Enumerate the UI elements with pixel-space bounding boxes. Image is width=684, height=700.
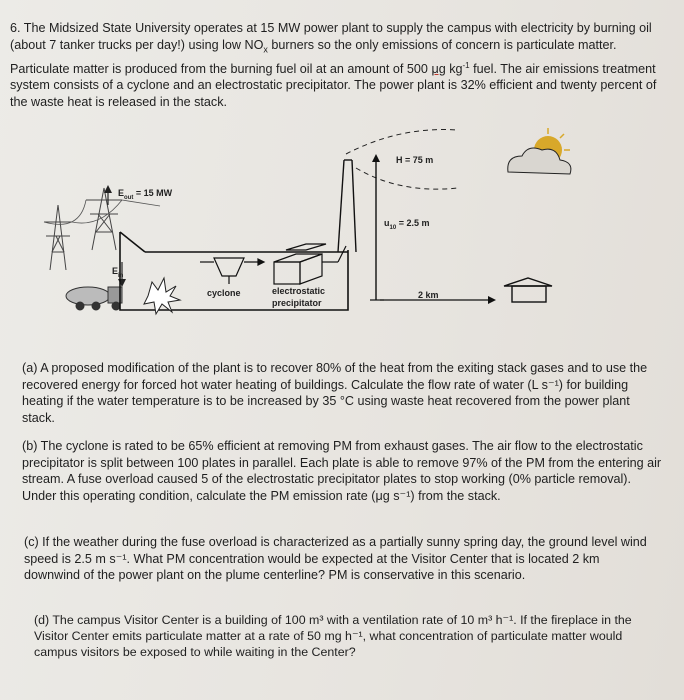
question-a: (a) A proposed modification of the plant is to recover 80% of the heat from the exiting stack gases and to use the recovered energy for forced hot water heating of buildings. Calculate the flow rate of water (L s⁻¹) for building heating if the water temperature is to be increased by 35 °C using waste heat recovered from the power plant stack.	[22, 361, 648, 425]
transmission-tower-icon	[86, 188, 122, 250]
transmission-tower-icon	[44, 205, 72, 270]
burner-flame-icon	[144, 278, 180, 314]
esp-label-line-2: precipitator	[272, 298, 322, 308]
wind-speed-label: $u_{10} = 2.5$ m	[384, 218, 430, 231]
electrostatic-precipitator-icon	[274, 244, 346, 284]
stack-height-label: H = 75 m	[396, 155, 434, 165]
eout-label: $E_{out} = 15$ MW	[118, 188, 173, 201]
question-b: (b) The cyclone is rated to be 65% efficient at removing PM from exhaust gases. The air flow to the electrostatic precipitator is split between 100 plates in parallel. Each plate is able to remove 97% of the PM from the entering air stream. A fuse overload caused 5 of the electrostatic precipitator plates to stop working (0% particle removal). Under this operating condition, calculate the PM emission rate (μg s⁻¹) from the stack.	[22, 439, 662, 503]
problem-text-part-2: burners so the only emissions of concern is particulate matter. Particulate matter is produced from the burning fuel oil at an amount of 500	[10, 37, 617, 76]
unit-microgram: μg	[431, 61, 446, 76]
tanker-truck-icon	[66, 287, 122, 310]
question-c: (c) If the weather during the fuse overload is characterized as a partially sunny spring day, the ground level wind speed is 2.5 m s⁻¹. What PM concentration would be expected at the Visitor Center that is located 2 km downwind of the power plant on the plume centerline? PM is conservative in this scenario.	[24, 535, 647, 583]
plume-lower-edge	[356, 168, 458, 189]
partly-sunny-weather-icon	[508, 128, 571, 174]
ein-label: $E_{in}$	[112, 266, 124, 279]
smoke-stack	[338, 160, 356, 252]
problem-text-part-3: fuel. The air emissions treatment system consists of a cyclone and an electrostatic precipitator. The power plant is 32% efficient and twenty percent of the waste heat is released in the stack.	[10, 61, 657, 110]
unit-exponent: -1	[462, 60, 470, 70]
unit-kilogram: kg	[445, 61, 463, 76]
nox-subscript: x	[263, 44, 268, 55]
cyclone-unit-icon	[200, 258, 264, 284]
plume-upper-edge	[346, 130, 458, 155]
problem-number: 6.	[10, 21, 21, 35]
esp-label-line-1: electrostatic	[272, 286, 326, 296]
cyclone-label: cyclone	[207, 288, 241, 298]
distance-label: 2 km	[418, 290, 439, 300]
question-d: (d) The campus Visitor Center is a building of 100 m³ with a ventilation rate of 10 m³ h⁻¹. If the fireplace in the Visitor Center emits particulate matter at a rate of 50 mg h⁻¹, what concentration of particulate matter would campus visitors be exposed to while waiting in the Center?	[34, 613, 632, 659]
problem-text-part-1: The Midsized State University operates at 15 MW power plant to supply the campus with electricity by burning oil (about 7 tanker trucks per day!) using low NO	[10, 21, 652, 52]
visitor-center-building-icon	[504, 278, 552, 302]
